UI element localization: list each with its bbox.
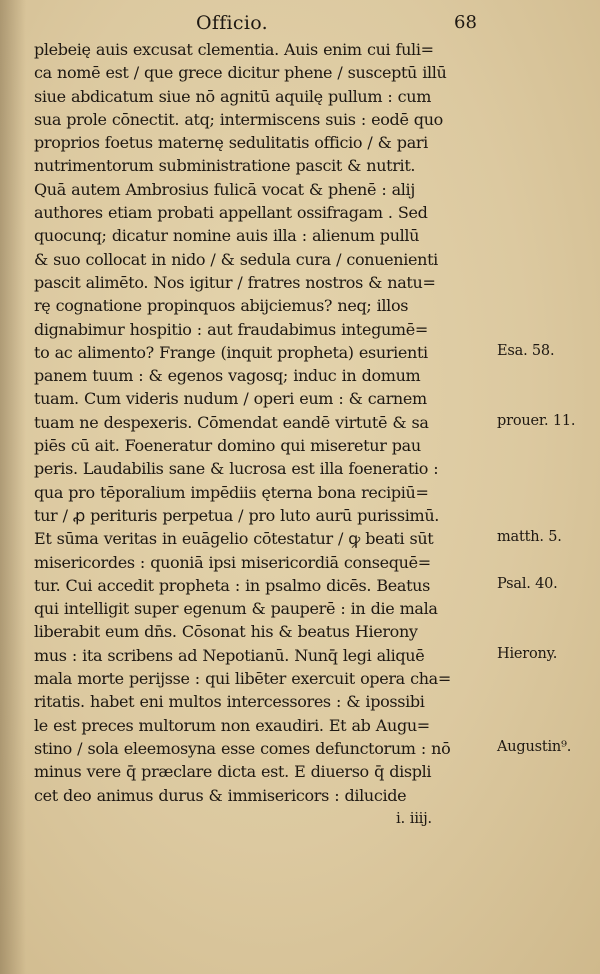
text-line: minus vere q̄ præclare dicta est. E diuerso q̄ displi: [34, 762, 432, 782]
margin-note: Augustin⁹.: [497, 739, 572, 755]
text-line: le est preces multorum non exaudiri. Et ab Augu=: [34, 715, 430, 735]
text-line: tur. Cui accedit propheta : in psalmo dicēs. Beatus: [34, 575, 430, 595]
text-line: Quā autem Ambrosius fulicā vocat & phenē : alij: [34, 179, 415, 199]
text-line: qui intelligit super egenum & pauperē : in die mala: [34, 599, 438, 619]
text-line: proprios foetus maternę sedulitatis officio / & pari: [34, 133, 428, 153]
text-line: quocunq; dicatur nomine auis illa : alienum pullū: [34, 226, 420, 246]
text-line: & suo collocat in nido / & sedula cura / conuenienti: [34, 249, 438, 269]
folio-number: 68: [454, 12, 477, 33]
text-line: qua pro tēporalium impēdiis ęterna bona recipiū=: [34, 482, 429, 502]
text-line: siue abdicatum siue nō agnitū aquilę pullum : cum: [34, 86, 432, 106]
text-line: peris. Laudabilis sane & lucrosa est illa foeneratio :: [34, 459, 439, 479]
text-line: plebeię auis excusat clementia. Auis enim cui fuli=: [34, 40, 434, 59]
text-line: rę cognatione propinquos abijciemus? neq; illos: [34, 296, 409, 316]
margin-note: Hierony.: [497, 645, 558, 662]
gutter-shadow: [0, 0, 26, 974]
main-text-block: [34, 38, 490, 830]
text-line: to ac alimento? Frange (inquit propheta) esurienti: [34, 342, 428, 362]
margin-note: Psal. 40.: [497, 575, 558, 592]
text-line: mus : ita scribens ad Nepotianū. Nunq̄ legi aliquē: [34, 645, 425, 665]
text-line: stino / sola eleemosyna esse comes defunctorum : nō: [34, 738, 451, 758]
text-line: cet deo animus durus & immisericors : dilucide: [34, 785, 407, 805]
text-line: ritatis. habet eni multos intercessores : & ipossibi: [34, 692, 425, 712]
running-title: Officio.: [196, 12, 268, 34]
margin-note: prouer. 11.: [497, 412, 576, 429]
text-line: dignabimur hospitio : aut fraudabimus integumē=: [34, 319, 428, 339]
text-line: piēs cū ait. Foeneratur domino qui miseretur pau: [34, 436, 421, 456]
text-line: nutrimentorum subministratione pascit & nutrit.: [34, 156, 416, 176]
text-line: misericordes : quoniā ipsi misericordiā consequē=: [34, 552, 431, 572]
text-line: panem tuum : & egenos vagosq; induc in domum: [34, 366, 421, 386]
margin-note: matth. 5.: [497, 529, 562, 546]
text-line: tuam. Cum videris nudum / operi eum : & carnem: [34, 389, 427, 409]
text-line: tur / ꝓ perituris perpetua / pro luto aurū purissimū.: [34, 505, 440, 525]
text-line: liberabit eum dn̄s. Cōsonat his & beatus Hierony: [34, 622, 418, 642]
margin-note: Esa. 58.: [497, 342, 555, 359]
text-line: sua prole cōnectit. atq; intermiscens suis : eodē quo: [34, 109, 443, 129]
page-header: [0, 12, 600, 38]
text-line: Et sūma veritas in euāgelio cōtestatur / ꝙ beati sūt: [34, 529, 434, 549]
text-line: ca nomē est / que grece dicitur phene / susceptū illū: [34, 63, 447, 83]
signature-mark: i. iiij.: [396, 808, 432, 827]
text-line: mala morte perijsse : qui libēter exercuit opera cha=: [34, 669, 451, 689]
text-line: tuam ne despexeris. Cōmendat eandē virtutē & sa: [34, 412, 429, 432]
text-line: authores etiam probati appellant ossifragam . Sed: [34, 203, 428, 223]
text-line: pascit alimēto. Nos igitur / fratres nostros & natu=: [34, 272, 436, 292]
